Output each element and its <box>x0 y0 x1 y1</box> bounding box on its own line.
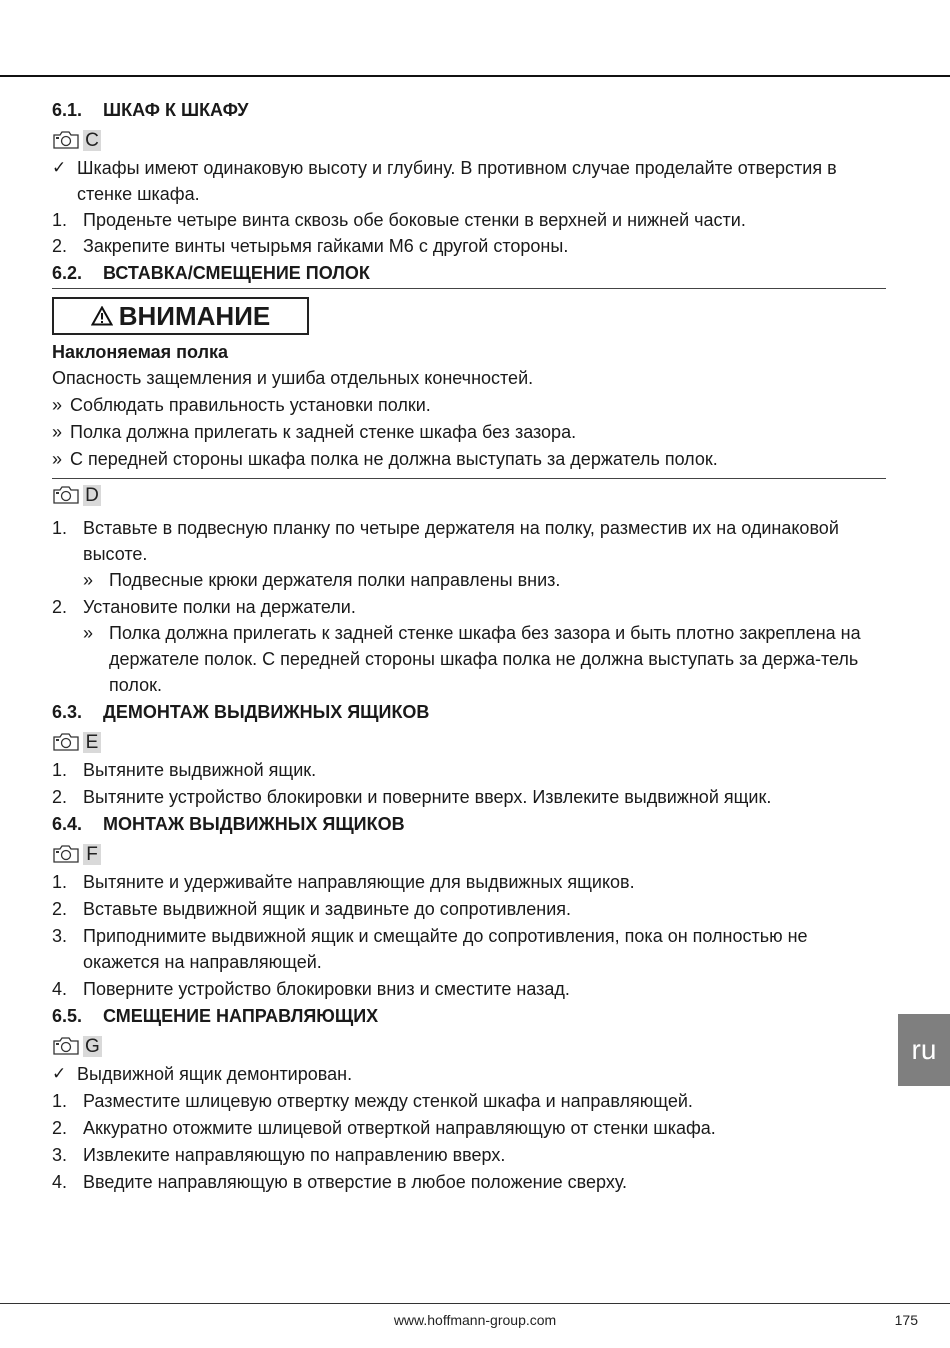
divider <box>52 478 886 479</box>
bullet: » <box>52 422 63 442</box>
list-item <box>52 1169 886 1195</box>
step-number: 2. <box>52 597 68 617</box>
step-number: 1. <box>52 518 68 538</box>
bullet: » <box>83 570 94 590</box>
section-number: 6.5. <box>52 1006 83 1026</box>
section-title: ШКАФ К ШКАФУ <box>103 100 249 120</box>
camera-icon <box>52 1036 80 1056</box>
footer-url: www.hoffmann-group.com <box>393 1312 557 1328</box>
warning-triangle-icon <box>91 306 113 326</box>
step-note-text: Полка должна прилегать к задней стенке шкафа без зазора и быть плотно закреплена на держателе полок. С передней стороны шкафа полка не должна выступать за держа-тель полок. <box>109 623 861 695</box>
bottom-rule <box>0 1303 950 1304</box>
list-item <box>52 1115 886 1141</box>
step-text: Вытяните выдвижной ящик. <box>83 760 317 780</box>
section-number: 6.2. <box>52 263 83 283</box>
step-text: Введите направляющую в отверстие в любое положение сверху. <box>83 1172 628 1192</box>
figure-letter: G <box>85 1035 100 1057</box>
step-number: 1. <box>52 872 68 892</box>
section-heading-6-4 <box>52 810 886 838</box>
page-content <box>52 96 886 1195</box>
camera-icon <box>52 485 80 505</box>
bullet: » <box>52 449 63 469</box>
warning-description: Опасность защемления и ушиба отдельных конечностей. <box>52 368 534 388</box>
warning-bullet-text: Соблюдать правильность установки полки. <box>70 395 431 415</box>
step-text: Разместите шлицевую отвертку между стенкой шкафа и направляющей. <box>83 1091 693 1111</box>
list-item <box>52 869 886 895</box>
step-text: Закрепите винты четырьмя гайками М6 с другой стороны. <box>83 236 569 256</box>
step-number: 4. <box>52 979 68 999</box>
precondition-text: Шкафы имеют одинаковую высоту и глубину. В противном случае проделайте отверстия в стенке шкафа. <box>77 158 837 204</box>
section-title: ДЕМОНТАЖ ВЫДВИЖНЫХ ЯЩИКОВ <box>103 702 430 722</box>
section-heading-6-2 <box>52 259 886 289</box>
list-item <box>52 207 886 233</box>
step-number: 1. <box>52 760 68 780</box>
warning-box <box>52 297 309 335</box>
section-number: 6.3. <box>52 702 83 722</box>
section-heading-6-3 <box>52 698 886 726</box>
page-number: 175 <box>894 1312 918 1328</box>
step-number: 3. <box>52 1145 68 1165</box>
list-item <box>52 784 886 810</box>
check-icon: ✓ <box>52 158 67 177</box>
precondition <box>52 1061 886 1087</box>
step-number: 3. <box>52 926 68 946</box>
step-note-text: Подвесные крюки держателя полки направлены вниз. <box>109 570 561 590</box>
list-item <box>52 446 886 472</box>
list-item <box>52 976 886 1002</box>
warning-bullet-text: С передней стороны шкафа полка не должна выступать за держатель полок. <box>70 449 718 469</box>
camera-icon <box>52 130 80 150</box>
section-title: МОНТАЖ ВЫДВИЖНЫХ ЯЩИКОВ <box>103 814 405 834</box>
step-text: Вставьте в подвесную планку по четыре держателя на полку, разместив их на одинаковой высоте. <box>83 518 839 564</box>
warning-label: ВНИМАНИЕ <box>118 301 271 331</box>
list-item <box>52 757 886 783</box>
section-heading-6-1 <box>52 96 886 124</box>
step-number: 2. <box>52 1118 68 1138</box>
step-text: Проденьте четыре винта сквозь обе боковые стенки в верхней и нижней части. <box>83 210 746 230</box>
section-number: 6.1. <box>52 100 83 120</box>
step-text: Извлеките направляющую по направлению вверх. <box>83 1145 506 1165</box>
figure-letter: C <box>83 130 101 151</box>
list-item <box>52 233 886 259</box>
list-item <box>52 1142 886 1168</box>
list-item <box>52 515 886 567</box>
check-icon: ✓ <box>52 1064 67 1083</box>
list-item <box>52 923 886 975</box>
step-text: Приподнимите выдвижной ящик и смещайте до сопротивления, пока он полностью не окажется на направляющей. <box>83 926 808 972</box>
language-tab: ru <box>898 1014 950 1086</box>
figure-letter: D <box>83 485 101 506</box>
list-item <box>52 594 886 620</box>
figure-reference <box>52 728 886 756</box>
warning-subtitle: Наклоняемая полка <box>52 342 229 362</box>
step-number: 1. <box>52 1091 68 1111</box>
figure-reference <box>52 481 886 509</box>
step-text: Установите полки на держатели. <box>83 597 356 617</box>
bullet: » <box>83 623 94 643</box>
section-number: 6.4. <box>52 814 83 834</box>
list-item <box>52 419 886 445</box>
step-number: 2. <box>52 899 68 919</box>
list-item <box>52 896 886 922</box>
camera-icon <box>52 844 80 864</box>
camera-icon <box>52 732 80 752</box>
step-number: 4. <box>52 1172 68 1192</box>
step-number: 1. <box>52 210 68 230</box>
figure-reference <box>52 1032 886 1060</box>
figure-reference <box>52 126 886 154</box>
step-text: Поверните устройство блокировки вниз и сместите назад. <box>83 979 570 999</box>
step-text: Вставьте выдвижной ящик и задвиньте до сопротивления. <box>83 899 572 919</box>
precondition-text: Выдвижной ящик демонтирован. <box>77 1064 353 1084</box>
bullet: » <box>52 395 63 415</box>
step-number: 2. <box>52 787 68 807</box>
section-title: ВСТАВКА/СМЕЩЕНИЕ ПОЛОК <box>103 263 370 283</box>
top-rule <box>0 75 950 77</box>
list-item <box>52 1088 886 1114</box>
section-heading-6-5 <box>52 1002 886 1030</box>
step-text: Вытяните и удерживайте направляющие для выдвижных ящиков. <box>83 872 635 892</box>
figure-letter: E <box>83 732 101 753</box>
warning-bullet-text: Полка должна прилегать к задней стенке шкафа без зазора. <box>70 422 577 442</box>
figure-letter: F <box>83 844 101 865</box>
figure-reference <box>52 840 886 868</box>
step-text: Аккуратно отожмите шлицевой отверткой направляющую от стенки шкафа. <box>83 1118 716 1138</box>
section-title: СМЕЩЕНИЕ НАПРАВЛЯЮЩИХ <box>103 1006 379 1026</box>
step-text: Вытяните устройство блокировки и поверните вверх. Извлеките выдвижной ящик. <box>83 787 772 807</box>
list-item <box>52 392 886 418</box>
list-item <box>52 567 886 593</box>
precondition <box>52 155 886 207</box>
list-item <box>52 620 886 698</box>
step-number: 2. <box>52 236 68 256</box>
